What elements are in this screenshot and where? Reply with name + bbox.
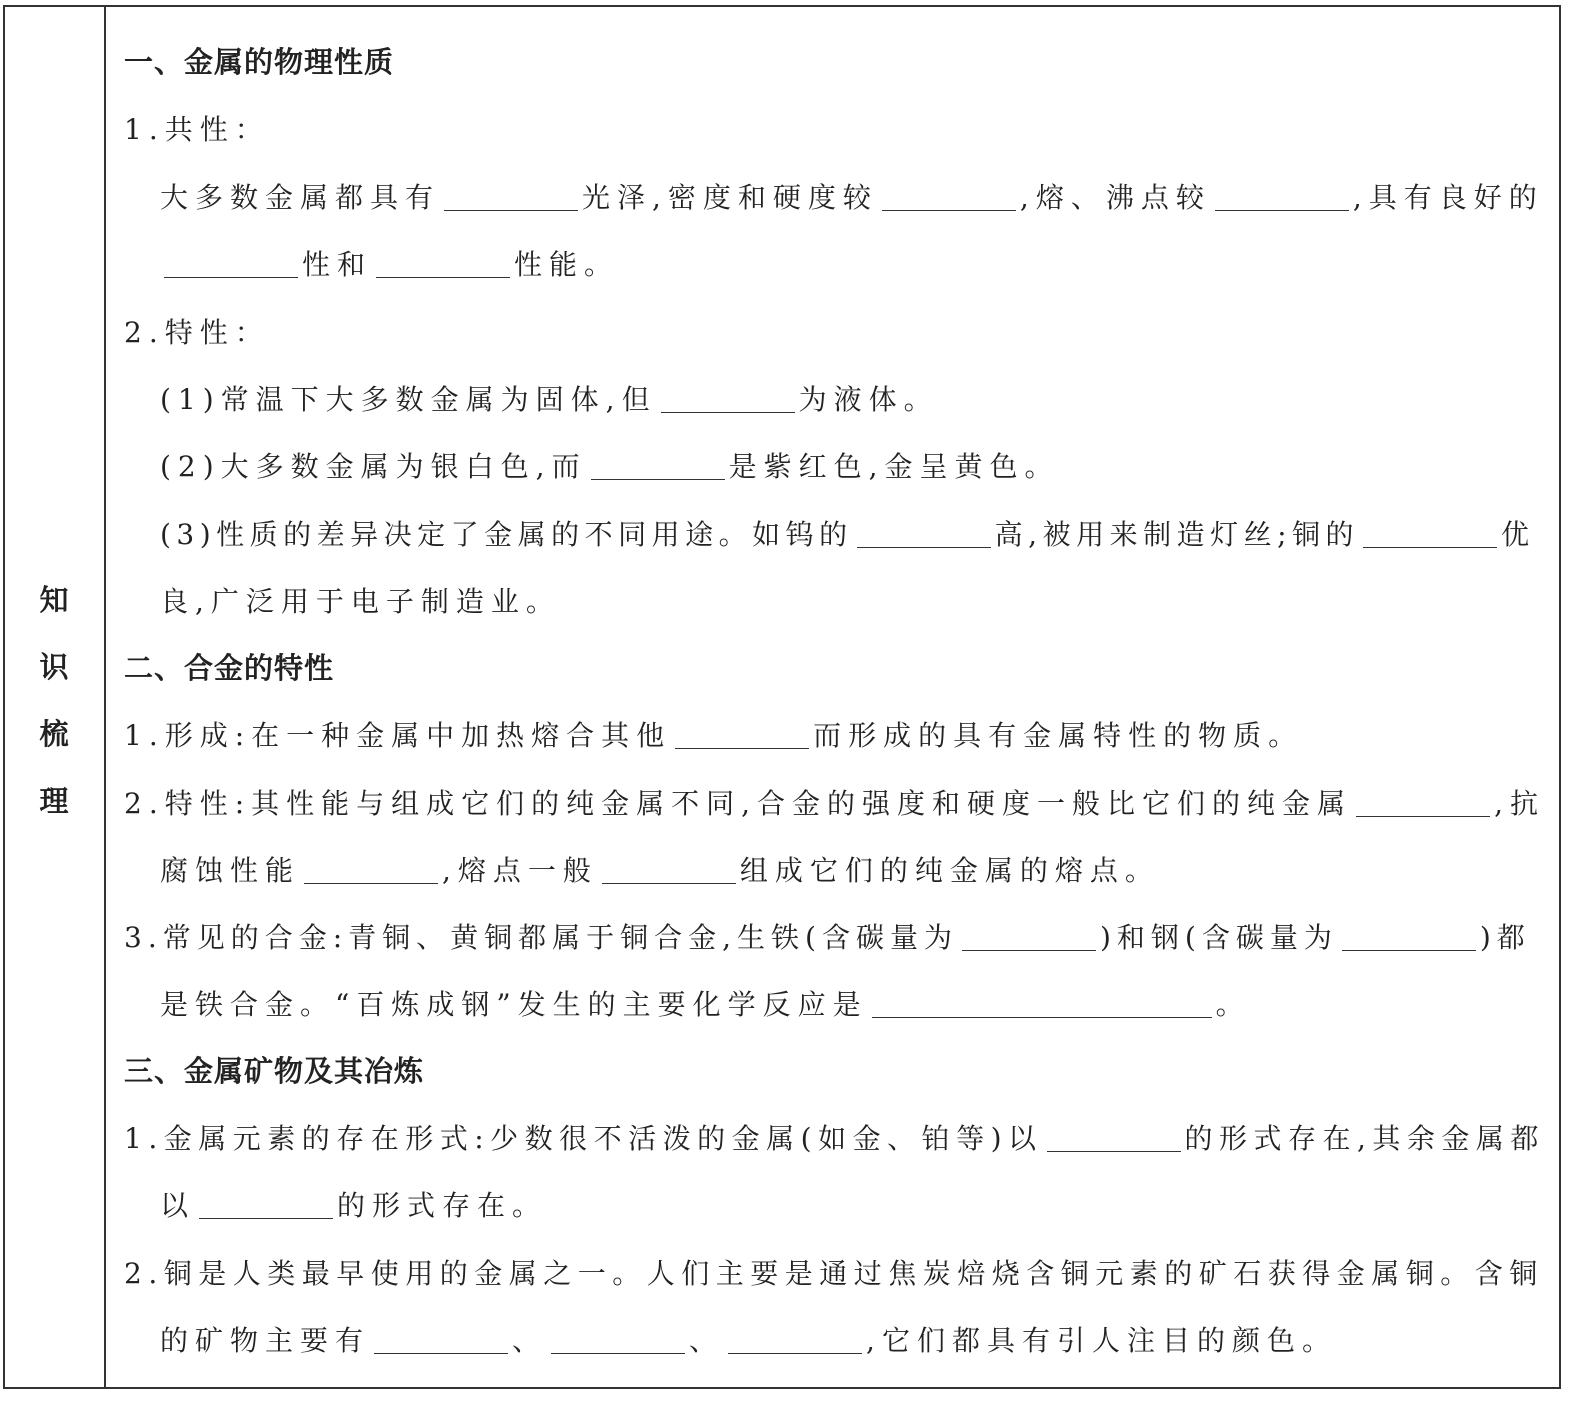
section-heading: 二、合金的特性	[124, 651, 335, 685]
answer-blank[interactable]	[962, 924, 1096, 951]
text-line	[160, 1184, 547, 1224]
text: 2.特性:其性能与组成它们的纯金属不同,合金的强度和硬度一般比它们的纯金属	[124, 787, 1353, 820]
text: )和钢(含碳量为	[1099, 921, 1338, 954]
answer-blank[interactable]	[1356, 790, 1490, 817]
answer-blank[interactable]	[199, 1192, 333, 1219]
text: )都	[1479, 921, 1531, 954]
text: 大多数金属都具有	[160, 181, 441, 214]
section-heading: 一、金属的物理性质	[124, 45, 395, 79]
answer-blank[interactable]	[882, 184, 1016, 211]
text: ,抗	[1494, 787, 1545, 820]
text: 、	[689, 1324, 725, 1357]
text: 而形成的具有金属特性的物质。	[813, 719, 1304, 752]
answer-blank[interactable]	[675, 722, 809, 749]
answer-blank[interactable]	[1215, 184, 1349, 211]
text: 性能。	[514, 248, 620, 281]
text: 性和	[302, 248, 373, 281]
text: 3.常见的合金:青铜、黄铜都属于铜合金,生铁(含碳量为	[124, 921, 958, 954]
text-line	[160, 445, 1059, 485]
text-line	[160, 849, 1160, 889]
text-line: 2.铜是人类最早使用的金属之一。人们主要是通过焦炭焙烧含铜元素的矿石获得金属铜。含铜	[124, 1257, 1544, 1290]
text: 的形式存在。	[337, 1189, 548, 1222]
text: 腐蚀性能	[160, 854, 301, 887]
answer-blank[interactable]	[661, 386, 795, 413]
subsection-title: 1.共性：	[124, 113, 270, 146]
text: (2)大多数金属为银白色,而	[160, 450, 587, 483]
text: 是紫红色,金呈黄色。	[728, 450, 1060, 483]
text: 、	[512, 1324, 548, 1357]
side-label-char: 知	[39, 583, 69, 617]
text-line	[124, 782, 1545, 822]
text-line	[160, 378, 939, 418]
text: ,熔点一般	[442, 854, 598, 887]
text-line	[160, 176, 1544, 216]
text: ,它们都具有引人注目的颜色。	[866, 1324, 1337, 1357]
text: (3)性质的差异决定了金属的不同用途。如钨的	[160, 518, 853, 551]
section-heading: 三、金属矿物及其冶炼	[124, 1054, 425, 1088]
answer-blank[interactable]	[164, 251, 298, 278]
answer-blank[interactable]	[1047, 1125, 1181, 1152]
text-line	[124, 714, 1303, 754]
text: 是铁合金。“百炼成钢”发生的主要化学反应是	[160, 988, 868, 1021]
text: ,熔、沸点较	[1019, 181, 1211, 214]
answer-blank[interactable]	[376, 251, 510, 278]
side-label-char: 梳	[39, 717, 69, 751]
text: 1.金属元素的存在形式:少数很不活泼的金属(如金、铂等)以	[124, 1122, 1043, 1155]
answer-blank[interactable]	[444, 184, 578, 211]
text-line	[124, 1117, 1545, 1157]
answer-blank[interactable]	[1363, 521, 1497, 548]
text: 光泽,密度和硬度较	[582, 181, 878, 214]
answer-blank[interactable]	[551, 1327, 685, 1354]
answer-blank[interactable]	[591, 453, 725, 480]
text-line	[160, 243, 619, 283]
answer-blank[interactable]	[374, 1327, 508, 1354]
text: 以	[160, 1189, 196, 1222]
text-line	[160, 983, 1251, 1023]
text: 为液体。	[798, 383, 939, 416]
text: (1)常温下大多数金属为固体,但	[160, 383, 657, 416]
text: 组成它们的纯金属的熔点。	[739, 854, 1160, 887]
text-line	[124, 916, 1531, 956]
answer-blank[interactable]	[857, 521, 991, 548]
answer-blank[interactable]	[872, 991, 1212, 1018]
text: 。	[1215, 988, 1251, 1021]
answer-blank[interactable]	[602, 857, 736, 884]
answer-blank[interactable]	[1342, 924, 1476, 951]
answer-blank[interactable]	[304, 857, 438, 884]
text: ,具有良好的	[1352, 181, 1544, 214]
text: 1.形成:在一种金属中加热熔合其他	[124, 719, 672, 752]
text-line	[160, 513, 1535, 553]
text: 优	[1501, 518, 1535, 551]
text-line: 良,广泛用于电子制造业。	[160, 585, 561, 618]
text: 高,被用来制造灯丝;铜的	[994, 518, 1360, 551]
side-label-char: 识	[39, 650, 69, 684]
text-line	[160, 1319, 1337, 1359]
column-divider	[104, 5, 106, 1389]
subsection-title: 2.特性：	[124, 316, 270, 349]
text: 的形式存在,其余金属都	[1184, 1122, 1545, 1155]
answer-blank[interactable]	[728, 1327, 862, 1354]
text: 的矿物主要有	[160, 1324, 371, 1357]
side-label-char: 理	[39, 784, 69, 818]
